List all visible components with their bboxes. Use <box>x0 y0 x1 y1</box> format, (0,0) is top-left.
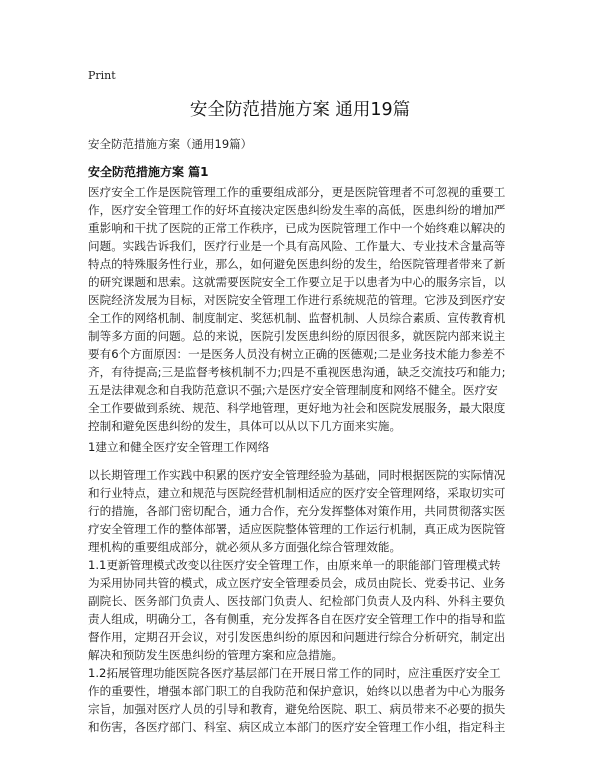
paragraph-network <box>88 466 516 556</box>
paragraph-1-2 <box>88 664 516 736</box>
text-line: 重影响和干扰了医院的正常工作秩序，已成为医院管理工作中一个始终难以解决的 <box>88 221 506 235</box>
text-line: 要有6个方面原因：一是医务人员没有树立正确的医德观;二是业务技术能力参差不 <box>88 347 506 361</box>
text-line: 1建立和健全医疗安全管理工作网络 <box>88 440 270 454</box>
document-subtitle: 安全防范措施方案（通用19篇） <box>88 137 253 151</box>
text-line: 医疗安全工作是医院管理工作的重要组成部分，更是医院管理者不可忽视的重要工 <box>88 185 506 199</box>
text-line: 全工作的网络机制、制度制定、奖惩机制、监督机制、人员综合素质、宣传教育机 <box>88 311 506 325</box>
text-line: 和伤害，各医疗部门、科室、病区成立本部门的医疗安全管理工作小组，指定科主 <box>88 720 506 734</box>
text-line: 1.1更新管理模式改变以往医疗安全管理工作，由原来单一的职能部门管理模式转 <box>88 558 501 572</box>
text-line: 制等多方面的问题。总的来说，医院引发医患纠纷的原因很多，就医院内部来说主 <box>88 329 506 343</box>
text-line: 作的重要性，增强本部门职工的自我防范和保护意识，始终以以患者为中心为服务 <box>88 684 506 698</box>
text-line: 的研究课题和思索。这就需要医院安全工作要立足于以患者为中心的服务宗旨，以 <box>88 275 506 289</box>
text-line: 督作用，定期召开会议，对引发医患纠纷的原因和问题进行综合分析研究，制定出 <box>88 630 506 644</box>
text-line: 为采用协同共管的模式，成立医疗安全管理委员会，成员由院长、党委书记、业务 <box>88 576 506 590</box>
text-line: 责人组成，明确分工，各有侧重，充分发挥各自在医疗安全管理工作中的指导和监 <box>88 612 506 626</box>
text-line: 解决和预防发生医患纠纷的管理方案和应急措施。 <box>88 648 344 662</box>
text-line: 以长期管理工作实践中积累的医疗安全管理经验为基础，同时根据医院的实际情况 <box>88 468 506 482</box>
paragraph-1-1 <box>88 556 516 664</box>
text-line: 行的措施，各部门密切配合，通力合作，充分发挥整体对策作用，共同贯彻落实医 <box>88 504 506 518</box>
text-line: 疗安全管理工作的整体部署，适应医院整体管理的工作运行机制，真正成为医院管 <box>88 522 506 536</box>
text-line: 问题。实践告诉我们，医疗行业是一个具有高风险、工作量大、专业技术含量高等 <box>88 239 506 253</box>
text-line: 五是法律观念和自我防范意识不强;六是医疗安全管理制度和网络不健全。医疗安 <box>88 383 498 397</box>
text-line: 齐，有待提高;三是监督考核机制不力;四是不重视医患沟通，缺乏交流技巧和能力; <box>88 365 506 379</box>
text-line: 理机构的重要组成部分，就必须从多方面强化综合管理效能。 <box>88 540 402 554</box>
section-heading: 安全防范措施方案 篇1 <box>88 165 209 179</box>
text-line: 副院长、医务部门负责人、医技部门负责人、纪检部门负责人及内科、外科主要负 <box>88 594 506 608</box>
document-title: 安全防范措施方案 通用19篇 <box>189 100 411 120</box>
text-line: 宗旨，加强对医疗人员的引导和教育，避免给医院、职工、病员带来不必要的损失 <box>88 702 506 716</box>
text-line: 控制和避免医患纠纷的发生，具体可以从以下几方面来实施。 <box>88 419 402 433</box>
section-heading-1 <box>88 438 516 456</box>
paragraph-intro <box>88 183 516 435</box>
text-line: 作，医疗安全管理工作的好坏直接决定医患纠纷发生率的高低，医患纠纷的增加严 <box>88 203 506 217</box>
text-line: 全工作要做到系统、规范、科学地管理，更好地为社会和医院发展服务，最大限度 <box>88 401 506 415</box>
text-line: 特点的特殊服务性行业，那么，如何避免医患纠纷的发生，给医院管理者带来了新 <box>88 257 506 271</box>
text-line: 医院经济发展为目标，对医院安全管理工作进行系统规范的管理。它涉及到医疗安 <box>88 293 506 307</box>
print-label[interactable]: Print <box>88 69 116 82</box>
text-line: 1.2拓展管理功能医院各医疗基层部门在开展日常工作的同时，应注重医疗安全工 <box>88 666 501 680</box>
text-line: 和行业特点，建立和规范与医院经营机制相适应的医疗安全管理网络，采取切实可 <box>88 486 506 500</box>
